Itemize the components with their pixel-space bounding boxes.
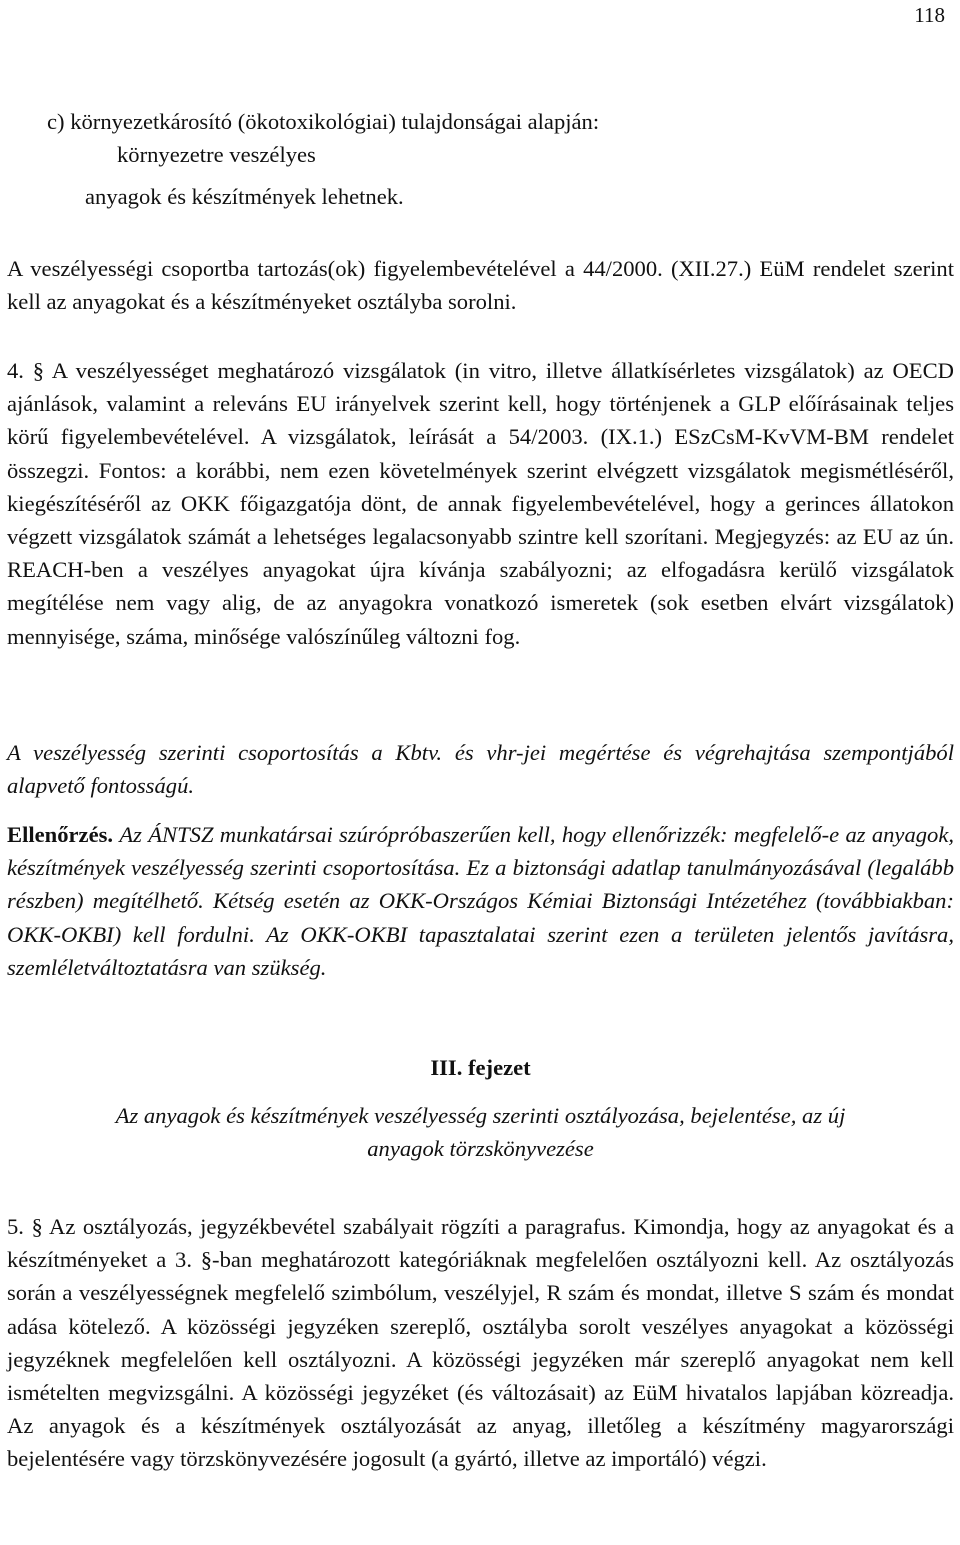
chapter-title: [7, 1099, 954, 1165]
paragraph-section-4-main: 4. § A veszélyességet meghatározó vizsgálatok (in vitro, illetve állatkísérletes vizsgálatok) az OECD ajánlások, valamint a releváns EU irányelvek szerint kell, hogy történjenek a GLP előírásainak teljes körű figyelembevételével. A vizsgálatok, leírását a 54/2003. (IX.1.) ESzCsM-KvVM-BM rendelet összegzi.: [7, 358, 954, 483]
chapter-word: fejezet: [468, 1055, 531, 1080]
chapter-heading: [7, 1051, 954, 1084]
paragraph-rendelet: A veszélyességi csoportba tartozás(ok) figyelembevételével a 44/2000. (XII.27.) EüM rendelet szerint kell az anyagokat és a készítményeket osztályba sorolni.: [7, 256, 954, 315]
italic-note: A veszélyesség szerinti csoportosítás a Kbtv. és vhr-jei megértése és végrehajtása szempontjából alapvető fontosságú.: [7, 740, 954, 799]
list-item-c-line2: környezetre veszélyes: [117, 142, 316, 168]
list-item-c-line1: c) környezetkárosító (ökotoxikológiai) tulajdonságai alapján:: [47, 109, 600, 134]
page-number: 118: [914, 3, 945, 27]
paragraph-ellenorzes: [7, 818, 954, 984]
chapter-number: III.: [430, 1055, 463, 1080]
paragraph-section-4: [7, 354, 954, 653]
paragraph-section-5: 5. § Az osztályozás, jegyzékbevétel szabályait rögzíti a paragrafus. Kimondja, hogy az anyagokat és a készítményeket a 3. §-ban meghatározott kategóriáknak megfelelően osztályozni kell. Az osztályozás során a veszélyességnek megfelelő szimbólum, veszélyjel, R szám és mondat, illetve S szám és mondat adása kötelező. A közösségi jegyzéken szereplő, osztályba sorolt veszélyes anyagokat a közösségi jegyzéknek megfelelően kell osztályozni. A közösségi jegyzéken már szereplő anyagokat nem kell ismételten megvizsgálni. A közösségi jegyzéket (és változásait) az EüM hivatalos lapjában közreadja. Az anyagok és a készítmények osztályozását az anyag, illetőleg a készítmény magyarországi bejelentésére vagy törzskönyvezésére jogosult (a gyártó, illetve az importáló) végzi.: [7, 1214, 954, 1472]
ellenorzes-text: Az ÁNTSZ munkatársai szúrópróbaszerűen kell, hogy ellenőrizzék: megfelelő-e az anyagok, készítmények veszélyesség szerinti csoportosítása. Ez a biztonsági adatlap tanulmányozásával (legalább részben) megítélhető. Kétség esetén az OKK-Országos Kémiai Biztonsági Intézetéhez (továbbiakban: OKK-OKBI) kell fordulni. Az OKK-OKBI tapasztalatai szerint ezen a területen jelentős javításra, szemléletváltoztatásra van szükség.: [7, 822, 955, 980]
ellenorzes-label: Ellenőrzés.: [7, 822, 114, 847]
list-item-c-line3: anyagok és készítmények lehetnek.: [85, 184, 404, 210]
paragraph-section-4-fontos: Fontos: a korábbi, nem ezen követelmények szerint elvégzett vizsgálatok megismétléséről, kiegészítéséről az OKK főigazgatója dönt, de annak figyelembevételével, hogy a gerinces állatokon végzett vizsgálatok számát a lehetséges legalacsonyabb szintre kell szorítani. Megjegyzés: az EU az ún. REACH-ben a veszélyes anyagokat újra kívánja szabályozni; az elfogadásra kerülő vizsgálatok megítélése nem vagy alig, de az anyagokra vonatkozó ismeretek (sok esetben elvárt vizsgálatok) mennyisége, száma, minősége valószínűleg változni fog.: [7, 457, 954, 649]
chapter-title-line1: Az anyagok és készítmények veszélyesség szerinti osztályozása, bejelentése, az új: [115, 1103, 846, 1128]
list-item-c: [7, 105, 954, 214]
chapter-title-line2: anyagok törzskönyvezése: [367, 1136, 594, 1162]
